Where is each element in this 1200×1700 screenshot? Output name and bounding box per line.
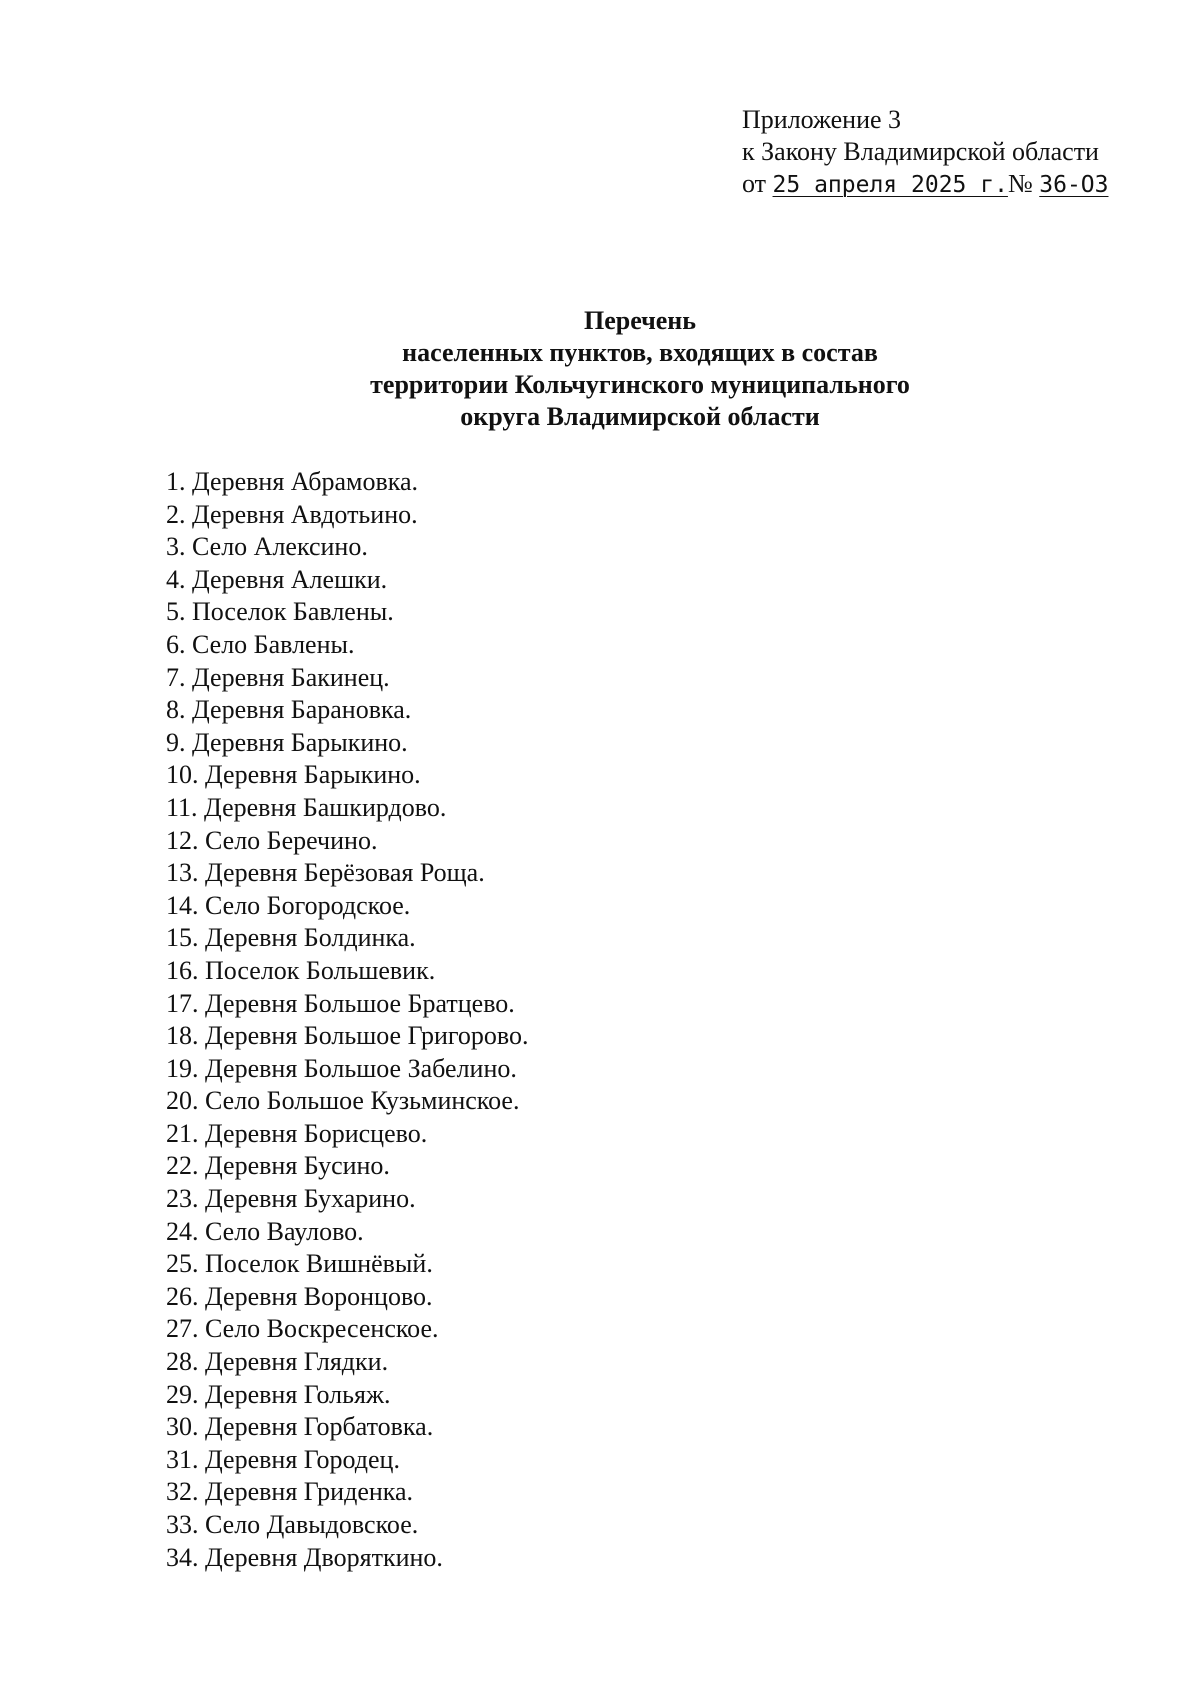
settlement-item: 33. Село Давыдовское. [166,1510,419,1539]
settlement-item: 17. Деревня Большое Братцево. [166,988,515,1018]
title-line-2: населенных пунктов, входящих в состав [402,338,878,367]
settlement-item: 30. Деревня Горбатовка. [166,1412,434,1442]
annex-date: 25 апреля 2025 г. [772,172,1008,198]
settlement-item: 14. Село Богородское. [166,890,411,920]
annex-header [742,104,1109,201]
settlement-item: 13. Деревня Берёзовая Роща. [166,858,485,888]
settlement-item: 15. Деревня Болдинка. [166,923,416,953]
settlement-item: 31. Деревня Городец. [166,1444,400,1474]
settlement-item: 10. Деревня Барыкино. [166,760,421,790]
settlement-item: 16. Поселок Большевик. [166,955,436,985]
settlement-item: 9. Деревня Барыкино. [166,727,408,757]
settlement-item: 25. Поселок Вишнёвый. [166,1249,433,1279]
settlement-item: 2. Деревня Авдотьино. [166,499,418,529]
settlement-item: 4. Деревня Алешки. [166,564,388,594]
settlement-item: 1. Деревня Абрамовка. [166,467,419,496]
settlement-item: 8. Деревня Барановка. [166,695,412,725]
annex-number-label: Приложение 3 [742,105,902,134]
settlement-item: 27. Село Воскресенское. [166,1314,439,1344]
settlement-item: 32. Деревня Гриденка. [166,1477,414,1507]
annex-law-reference: к Закону Владимирской области [742,137,1099,166]
settlement-item: 7. Деревня Бакинец. [166,662,390,692]
settlement-item: 6. Село Бавлены. [166,629,355,659]
document-title [250,305,1030,433]
settlement-item: 11. Деревня Башкирдово. [166,792,447,822]
settlement-item: 22. Деревня Бусино. [166,1151,390,1181]
settlement-item: 20. Село Большое Кузьминское. [166,1086,520,1116]
settlement-item: 23. Деревня Бухарино. [166,1184,416,1214]
settlement-item: 34. Деревня Дворяткино. [166,1542,443,1572]
annex-number-sign: № [1007,169,1033,198]
settlement-item: 18. Деревня Большое Григорово. [166,1021,529,1051]
title-line-4: округа Владимирской области [460,402,820,431]
annex-law-number: 36-ОЗ [1039,172,1109,198]
annex-date-line [742,168,1109,201]
settlement-item: 3. Село Алексино. [166,532,368,562]
settlement-item: 24. Село Ваулово. [166,1216,364,1246]
title-line-1: Перечень [583,306,697,335]
title-line-3: территории Кольчугинского муниципального [370,370,910,399]
settlement-item: 28. Деревня Глядки. [166,1347,389,1377]
annex-date-prefix: от [742,169,767,198]
settlement-item: 12. Село Беречино. [166,825,378,855]
settlement-item: 29. Деревня Гольяж. [166,1379,391,1409]
settlement-list [166,466,529,1574]
settlement-item: 19. Деревня Большое Забелино. [166,1053,517,1083]
settlement-item: 26. Деревня Воронцово. [166,1281,433,1311]
settlement-item: 5. Поселок Бавлены. [166,597,394,627]
settlement-item: 21. Деревня Борисцево. [166,1118,428,1148]
